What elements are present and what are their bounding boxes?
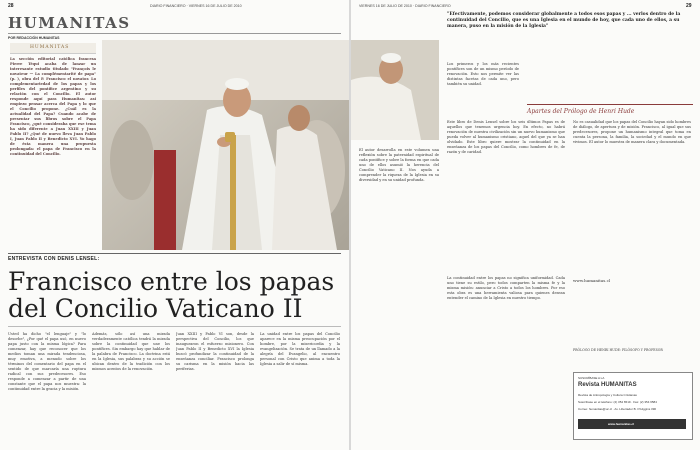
ad-line-3: Correo: humanitas@uc.cl · Av. Libertador B. O'Higgins 390	[578, 407, 657, 411]
prologue-rule	[527, 104, 693, 105]
left-body-col-1: Usted ha dicho "el lenguaje" y "lo desorbe", ¿Por qué el papa usó, en nuevo papa justo con la misma lógica? Para comenzar, hay que reconocer que los medios toman una mirada tendenciosa, muy emotiva, a menudo sobre los términos del comentario del papa en el sentido de que marcaría una ruptura radical con sus predecesores. Eso responde a comenzar a partir de una constante que el papa nos muestra: la continuidad entre la gracia y la misión.	[8, 332, 86, 391]
headline-rule	[8, 326, 341, 327]
left-body-col-3: Juan XXIII y Pablo VI son, desde la perspectiva del Concilio, los que inauguraron el esfuerzo misionero. Con Juan Pablo II y Benedicto XVI la Iglesia buscó profundizar la continuidad de la enseñanza conciliar. Francisco prolonga su carisma en la misión hacia las periferias.	[176, 332, 254, 371]
section-title: HUMANITAS	[8, 14, 131, 32]
ad-header: SUSCRÍBASE A LA	[578, 376, 605, 380]
headline-line-1: Francisco entre los papas	[8, 267, 335, 296]
headline	[8, 268, 343, 322]
headline-line-2: del Concilio Vaticano II	[8, 294, 303, 323]
left-body-col-4: La unidad entre los papas del Concilio aparece en la misma preocupación por el hombre, por la misericordia y la evangelización. Se trata de un llamado a la alegría del Evangelio, al encuentro personal con Cristo que anima a toda la Iglesia a salir de sí misma.	[260, 332, 340, 366]
pull-quote: "Efectivamente, podemos considerar globalmente a todos esos papas y ... verlos dentro de la continuidad del Concilio, que es una Iglesia en el mundo de hoy, que cada uno de ellos, a su manera, puso en la misión de la Iglesia"	[447, 12, 681, 29]
pope-photo	[102, 40, 349, 250]
interview-label: ENTREVISTA CON DENIS LENSEL:	[8, 256, 100, 262]
right-running-head: VIERNES 16 DE JULIO DE 2010 · DIARIO FINANCIERO	[359, 4, 451, 8]
left-page	[0, 0, 349, 450]
pope-photo-image	[102, 40, 349, 250]
right-page-number: 29	[686, 3, 692, 9]
right-body-col-2: No es casualidad que los papas del Concilio hayan sido hombres de diálogo, de apertura y de misión. Francisco, al igual que sus predecesores, propone un humanismo integral que toma en cuenta la persona, la familia, la sociedad y el mundo en que vivimos. El autor lo muestra de manera clara y documentada.	[573, 120, 691, 144]
left-running-head: DIARIO FINANCIERO · VIERNES 16 DE JULIO DE 2010	[150, 4, 242, 8]
left-page-number: 28	[8, 3, 14, 9]
photo-caption: PRÓLOGO DE HENRI HUDE: FILÓSOFO Y PROFESOR	[573, 348, 663, 352]
right-body-col-3: La continuidad entre los papas no significa uniformidad. Cada uno tiene su estilo, pero todos comparten la misma fe y la misma misión: anunciar a Cristo a todos los hombres. Por eso esta obra es una herramienta valiosa para quienes desean entender el camino de la Iglesia en nuestro tiempo.	[447, 276, 565, 300]
pope-photo-right	[351, 40, 439, 140]
right-body-col-1: Este libro de Denis Lensel sobre los seis últimos Papas es de aquellos que tenemos urgencia hoy. En efecto, no habrá renovación de nuestra civilización sin un nuevo humanismo que pueda volver al humanismo cristiano, aquel del que ya se han olvidado. Este libro quiere mostrar la continuidad en la enseñanza de los papas del Concilio, como hombres de fe, de razón y de caridad.	[447, 120, 565, 154]
right-page	[351, 0, 700, 450]
right-top-text: Los primeros y los más recientes pontífices son de un mismo período de renovación. Esto nos permite ver las distintas facetas de cada uno, pero también su unidad.	[447, 62, 519, 86]
ad-url-bar	[578, 419, 686, 429]
ad-line-2: Suscríbase en el teléfono: (2) 354 6519 · Fax: (2) 354 6584	[578, 400, 657, 404]
section-rule	[8, 33, 341, 34]
interview-rule	[8, 253, 341, 254]
subscription-ad	[573, 372, 693, 440]
lead-text: La sección editorial católica francesa Pierre Téqui acaba de lanzar un interesante estudio titulado "François le novateur — La complémentarité de papa" (p. ), obra del P. Francisco el novator. Lo complementariedad de los papas y los perfiles del pontífice argentino y su relación con el Concilio. El autor responde aquí para Humanitas: así empiezo pensar acerca del Papa y lo que el Concilio propone. ¿Cuál es la actualidad del Papa? Cuando acabe de presentar sus libros sobre el Papa Francisco, ¿qué consideraba que ese tema ha sido diferente a Juan XXIII y Juan Pablo II? ¿Qué de nuevo lleva Juan Pablo I, Juan Pablo II y Benedicto XVI. Yo hago de ésta manera una propuesta prolongada: el papa de Francisco en la continuidad del Concilio.	[10, 57, 96, 156]
right-side-col: El autor desarrolla en este volumen una reflexión sobre la paternidad espiritual de cada pontífice y sobre la forma en que cada uno de ellos asumió la herencia del Concilio Vaticano II. Nos ayuda a comprender la riqueza de la Iglesia en su diversidad y en su unidad profunda.	[359, 148, 439, 182]
ad-title: Revista HUMANITAS	[578, 382, 637, 388]
ad-line-1: Revista de Antropología y Cultura Cristianas	[578, 393, 637, 397]
left-body-col-2: Además, sólo así una mirada verdaderamente católica tendrá la mirada sobre la continuidad que une los pontífices. Sin embargo hay que hablar de la palabra de Francisco. La doctrina está en la Iglesia, sus palabras y su acción se ubican dentro de la tradición con los mismos acentos de la renovación.	[92, 332, 170, 371]
byline: www.humanitas.cl	[573, 278, 611, 283]
logo-text: HUMANITAS	[30, 45, 70, 50]
pope-photo-right-image	[351, 40, 439, 140]
author-kicker: POR REDACCIÓN HUMANITAS	[8, 36, 60, 40]
humanitas-logo	[10, 43, 96, 54]
prologue-heading: Apartes del Prólogo de Henri Hude	[527, 108, 635, 115]
ad-url[interactable]: www.humanitas.cl	[608, 422, 635, 426]
